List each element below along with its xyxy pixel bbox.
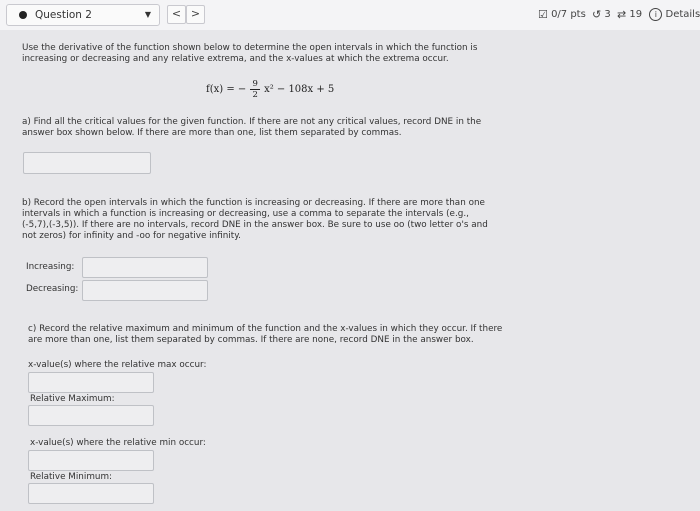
relative-max-input[interactable] <box>28 405 154 426</box>
details-link[interactable]: Details <box>665 9 700 20</box>
prev-question-button[interactable]: < <box>167 5 186 24</box>
next-question-button[interactable]: > <box>186 5 205 24</box>
relative-min-x-label: x-value(s) where the relative min occur: <box>30 438 206 448</box>
part-b-line-2: intervals in which a function is increasing or decreasing, use a comma to separate the intervals (e.g., <box>22 209 469 219</box>
question-status-dot-icon <box>19 11 27 19</box>
question-selector[interactable] <box>6 4 160 26</box>
relative-min-x-input[interactable] <box>28 450 154 471</box>
part-b-line-4: not zeros) for infinity and -oo for negative infinity. <box>22 231 241 241</box>
formula-fraction <box>250 79 259 100</box>
fraction-numerator: 9 <box>252 79 258 89</box>
decreasing-input[interactable] <box>82 280 208 301</box>
increasing-input[interactable] <box>82 257 208 278</box>
question-stats <box>538 8 700 21</box>
score-checkbox-icon: ☑ <box>538 8 548 21</box>
decreasing-label: Decreasing: <box>26 284 79 294</box>
formula-rhs: x² − 108x + 5 <box>264 84 335 95</box>
part-c-line-1: c) Record the relative maximum and minimum of the function and the x-values in which they occur. If there <box>28 324 503 334</box>
score-text: 0/7 pts <box>551 9 586 20</box>
relative-min-input[interactable] <box>28 483 154 504</box>
part-b-line-1: b) Record the open intervals in which the function is increasing or decreasing. If there are more than one <box>22 198 485 208</box>
relative-max-x-label: x-value(s) where the relative max occur: <box>28 360 207 370</box>
intro-line-2: increasing or decreasing and any relative extrema, and the x-values at which the extrema occur. <box>22 54 449 64</box>
info-icon[interactable]: i <box>649 8 662 21</box>
part-a-line-1: a) Find all the critical values for the given function. If there are not any critical values, record DNE in the <box>22 117 482 127</box>
part-b-line-3: (-5,7),(-3,5)). If there are no intervals, record DNE in the answer box. Be sure to use oo (two letter o's and <box>22 220 488 230</box>
relative-min-label: Relative Minimum: <box>30 472 113 482</box>
question-header-bar <box>0 0 700 30</box>
increasing-label: Increasing: <box>26 262 75 272</box>
dropdown-caret-icon: ▼ <box>144 10 151 19</box>
intro-line-1: Use the derivative of the function shown below to determine the open intervals in which the function is <box>22 43 478 53</box>
retry-count: 3 <box>604 9 611 20</box>
formula-lhs: f(x) = − <box>206 84 247 95</box>
question-selector-label: Question 2 <box>35 9 92 21</box>
relative-max-label: Relative Maximum: <box>30 394 115 404</box>
critical-values-input[interactable] <box>23 152 151 174</box>
fraction-denominator: 2 <box>252 90 258 100</box>
part-a-line-2: answer box shown below. If there are more than one, list them separated by commas. <box>22 128 402 138</box>
relative-max-x-input[interactable] <box>28 372 154 393</box>
attempts-icon: ⇄ <box>616 8 627 21</box>
part-c-line-2: are more than one, list them separated by commas. If there are none, record DNE in the answer box. <box>28 335 474 345</box>
retry-icon: ↺ <box>592 8 602 21</box>
attempts-count: 19 <box>629 9 643 20</box>
function-formula <box>206 79 334 100</box>
